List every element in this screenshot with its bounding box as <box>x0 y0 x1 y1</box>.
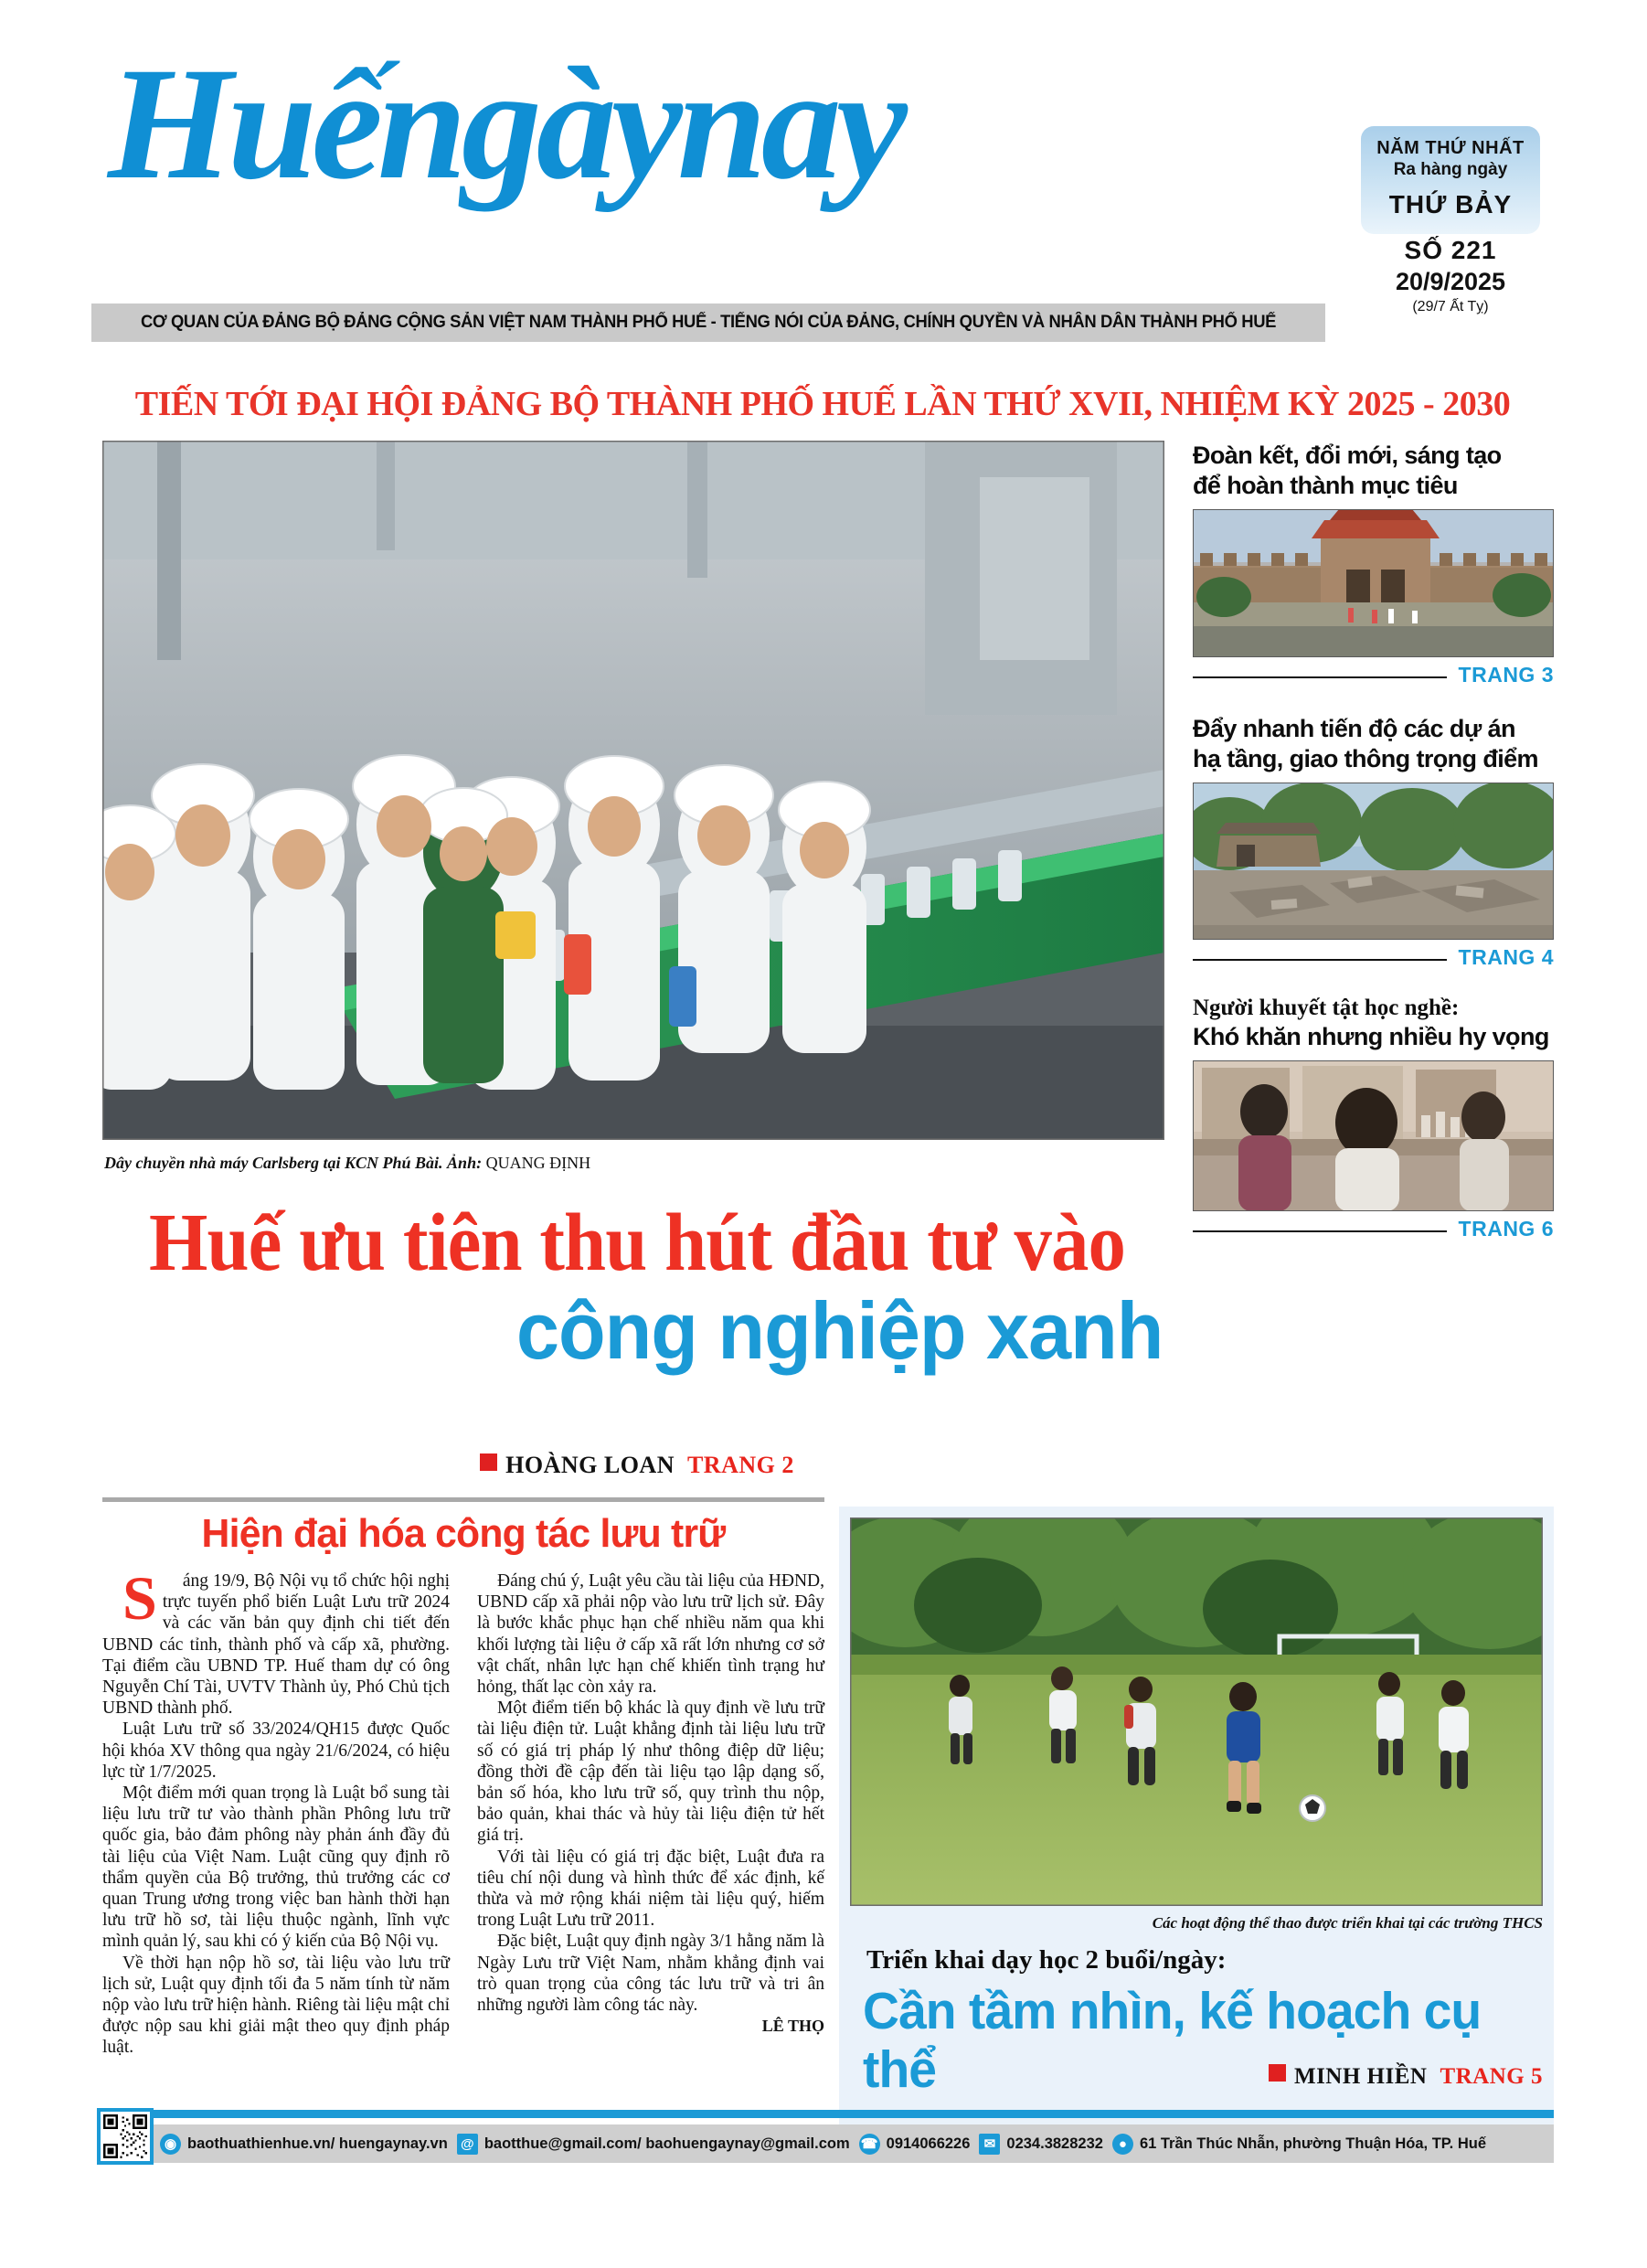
lead-photo-art <box>102 441 1164 1140</box>
footer-phone-text: 0914066226 <box>886 2135 971 2152</box>
bottom-right-byline-page[interactable]: TRANG 5 <box>1440 2064 1543 2089</box>
date-badge <box>1361 126 1540 234</box>
bottom-right-title[interactable]: Cần tầm nhìn, kế hoạch cụ thể <box>863 1982 1482 2099</box>
paragraph: Một điểm tiến bộ khác là quy định về lưu trữ tài liệu điện tử. Luật khẳng định tài liệu lưu trữ số có giá trị pháp lý như thông điệp dữ liệu; đồng thời đề cập đến tài liệu tạo lập dạng số, bản số hóa, kho lưu trữ số, quy trình thu nộp, bảo quản, khai thác và hủy tài liệu điện tử hết giá trị. <box>477 1698 824 1846</box>
lead-byline <box>102 1452 1172 1479</box>
bottom-left-rule <box>102 1497 824 1502</box>
sidebar-item-3[interactable] <box>1193 995 1554 1244</box>
sidebar-rule <box>1193 1230 1447 1232</box>
at-icon: @ <box>457 2134 478 2155</box>
square-bullet-icon <box>480 1453 497 1471</box>
paragraph: Đặc biệt, Luật quy định ngày 3/1 hằng năm là Ngày Lưu trữ Việt Nam, nhằm khẳng định vai trò quan trọng của công tác lưu trữ và tri ân những người làm công tác này. <box>477 1932 824 2016</box>
sidebar-item-2-page[interactable]: TRANG 4 <box>1458 945 1554 969</box>
sidebar-item-1[interactable] <box>1193 441 1554 690</box>
masthead-tagline: CƠ QUAN CỦA ĐẢNG BỘ ĐẢNG CỘNG SẢN VIỆT NAM THÀNH PHỐ HUẾ - TIẾNG NÓI CỦA ĐẢNG, CHÍNH QUYỀN VÀ NHÂN DÂN THÀNH PHỐ HUẾ <box>140 313 1277 332</box>
sidebar-item-3-kicker: Người khuyết tật học nghề: <box>1193 996 1460 1020</box>
sidebar-item-3-photo <box>1193 1060 1554 1211</box>
lead-photo <box>102 441 1164 1140</box>
issue-lunar-date: (29/7 Ất Tỵ) <box>1412 299 1489 314</box>
footer-address-text: 61 Trần Thúc Nhẫn, phường Thuận Hóa, TP. Huế <box>1139 2135 1487 2152</box>
sidebar-item-3-page[interactable]: TRANG 6 <box>1458 1217 1554 1240</box>
paragraph: Đáng chú ý, Luật yêu cầu tài liệu của HĐND, UBND cấp xã phải nộp vào lưu trữ lịch sử. Đây là bước khắc phục hạn chế nhiều năm qua khi khối lượng tài liệu ở cấp xã rất lớn nhưng cơ sở vật chất, nhân lực hạn chế khiến tình trạng hư hỏng, thất lạc còn xảy ra. <box>477 1571 824 1698</box>
sidebar-item-2-footer <box>1193 945 1554 973</box>
lead-headline[interactable] <box>102 1199 1172 1375</box>
paragraph: Với tài liệu có giá trị đặc biệt, Luật đưa ra tiêu chí nội dung và hình thức để xác định, kế thừa và mở rộng khái niệm tài liệu quý, hiếm trong Luật Lưu trữ 2011. <box>477 1847 824 1931</box>
drop-cap: S <box>122 1563 157 1633</box>
congress-ribbon: TIẾN TỚI ĐẠI HỘI ĐẢNG BỘ THÀNH PHỐ HUẾ LẦN THỨ XVII, NHIỆM KỲ 2025 - 2030 <box>134 385 1511 423</box>
footer-item-website[interactable] <box>160 2134 448 2155</box>
sidebar-item-2[interactable] <box>1193 714 1554 973</box>
construction-site-photo-art <box>1193 783 1554 940</box>
qr-code[interactable] <box>97 2108 154 2165</box>
masthead <box>0 0 1647 357</box>
sidebar-item-1-headline-line1: Đoàn kết, đổi mới, sáng tạo <box>1193 442 1502 469</box>
badge-weekday-label: THỨ BẢY <box>1388 190 1513 218</box>
bottom-left-column-1 <box>102 1563 450 2059</box>
paragraph: Về thời hạn nộp hồ sơ, tài liệu vào lưu trữ lịch sử, Luật quy định tối đa 5 năm tính từ năm nộp vào lưu trữ hiện hành. Riêng tài liệu mật chỉ được nộp sau khi giải mật theo quy định pháp luật. <box>102 1953 450 2058</box>
lead-photo-credit: QUANG ĐỊNH <box>482 1154 591 1172</box>
qr-code-art <box>103 2114 147 2158</box>
fax-icon: ✉ <box>979 2134 1000 2155</box>
bottom-right-byline <box>863 2064 1543 2090</box>
sidebar-rule <box>1193 959 1447 961</box>
bottom-right-photo <box>850 1517 1543 1906</box>
footer-item-fax[interactable] <box>979 2134 1103 2155</box>
sidebar-item-3-footer <box>1193 1217 1554 1244</box>
footer-email-text: baotthue@gmail.com/ baohuengaynay@gmail.com <box>483 2135 850 2152</box>
bottom-left-column-2 <box>477 1571 824 2037</box>
imperial-citadel-photo-art <box>1193 509 1554 657</box>
paragraph: Luật Lưu trữ số 33/2024/QH15 được Quốc hội khóa XV thông qua ngày 21/6/2024, có hiệu lực từ 1/7/2025. <box>102 1720 450 1782</box>
sidebar-item-2-headline-line1: Đẩy nhanh tiến độ các dự án <box>1193 715 1515 742</box>
badge-year-label: NĂM THỨ NHẤT <box>1376 138 1525 158</box>
sidebar-rule <box>1193 676 1447 678</box>
sidebar-item-2-headline-line2: hạ tầng, giao thông trọng điểm <box>1193 745 1538 772</box>
footer-fax-text: 0234.3828232 <box>1006 2135 1103 2152</box>
lead-headline-line1: Huế ưu tiên thu hút đầu tư vào <box>149 1198 1125 1288</box>
footer-website-text: baothuathienhue.vn/ huengaynay.vn <box>187 2135 448 2152</box>
school-football-photo-art <box>850 1517 1543 1906</box>
bottom-left-body <box>102 1563 824 2146</box>
vocational-training-photo-art <box>1193 1060 1554 1211</box>
footer-contact-list <box>160 2124 1554 2163</box>
bottom-right-kicker: Triển khai dạy học 2 buổi/ngày: <box>866 1945 1227 1975</box>
paragraph: Một điểm mới quan trọng là Luật bổ sung tài liệu lưu trữ tư vào thành phần Phông lưu trữ quốc gia, bảo đảm phông này phản ánh đầy đủ tài liệu của Việt Nam. Luật cũng quy định rõ thẩm quyền của Bộ trưởng, thủ trưởng các cơ quan Trung ương trong việc ban hành thời hạn lưu trữ hồ sơ, tài liệu thuộc ngành, lĩnh vực mình quản lý, sau khi có ý kiến của Bộ Nội vụ. <box>102 1784 450 1952</box>
sidebar-item-1-headline-line2: để hoàn thành mục tiêu <box>1193 472 1458 499</box>
sidebar-item-1-photo <box>1193 509 1554 657</box>
paragraph <box>102 1563 450 1719</box>
newspaper-logo: Huếngàynay <box>108 35 902 213</box>
badge-frequency-label: Ra hàng ngày <box>1393 160 1508 179</box>
square-bullet-icon <box>1269 2064 1286 2082</box>
footer-accent-bar <box>151 2110 1554 2118</box>
footer-item-email[interactable] <box>457 2134 850 2155</box>
issue-date: 20/9/2025 <box>1395 268 1506 295</box>
lead-photo-caption <box>104 1154 927 1173</box>
phone-icon: ☎ <box>859 2134 880 2155</box>
globe-icon: ◉ <box>160 2134 181 2155</box>
lead-byline-page[interactable]: TRANG 2 <box>686 1452 794 1478</box>
paragraph-text: áng 19/9, Bộ Nội vụ tổ chức hội nghị trực tuyến phổ biến Luật Lưu trữ 2024 và các văn bản quy định chi tiết đến UBND các tỉnh, thành phố và cấp xã, phường. Tại điểm cầu UBND TP. Huế tham dự có ông Nguyễn Chí Tài, UVTV Thành ủy, Phó Chủ tịch UBND thành phố. <box>102 1571 450 1719</box>
issue-number: SỐ 221 <box>1404 236 1497 264</box>
bottom-right-byline-author: MINH HIỀN <box>1293 2064 1428 2089</box>
bottom-left-title[interactable]: Hiện đại hóa công tác lưu trữ <box>201 1511 726 1556</box>
location-pin-icon: ● <box>1112 2134 1133 2155</box>
sidebar <box>1193 441 1554 1244</box>
lead-photo-caption-text: Dây chuyền nhà máy Carlsberg tại KCN Phú Bài. Ảnh: <box>104 1154 483 1172</box>
bottom-left-signoff: LÊ THỌ <box>761 2017 824 2036</box>
lead-byline-author: HOÀNG LOAN <box>505 1452 675 1478</box>
sidebar-item-1-footer <box>1193 663 1554 690</box>
bottom-right-photo-caption: Các hoạt động thể thao được triển khai tại các trường THCS <box>1152 1914 1543 1932</box>
sidebar-item-3-headline-line2: Khó khăn nhưng nhiều hy vọng <box>1193 1023 1549 1050</box>
footer-item-phone[interactable] <box>859 2134 971 2155</box>
footer-item-address[interactable] <box>1112 2134 1486 2155</box>
issue-date-block <box>1361 236 1540 315</box>
sidebar-item-2-photo <box>1193 783 1554 940</box>
sidebar-item-1-page[interactable]: TRANG 3 <box>1458 663 1554 687</box>
lead-headline-line2: công nghiệp xanh <box>515 1285 1164 1376</box>
